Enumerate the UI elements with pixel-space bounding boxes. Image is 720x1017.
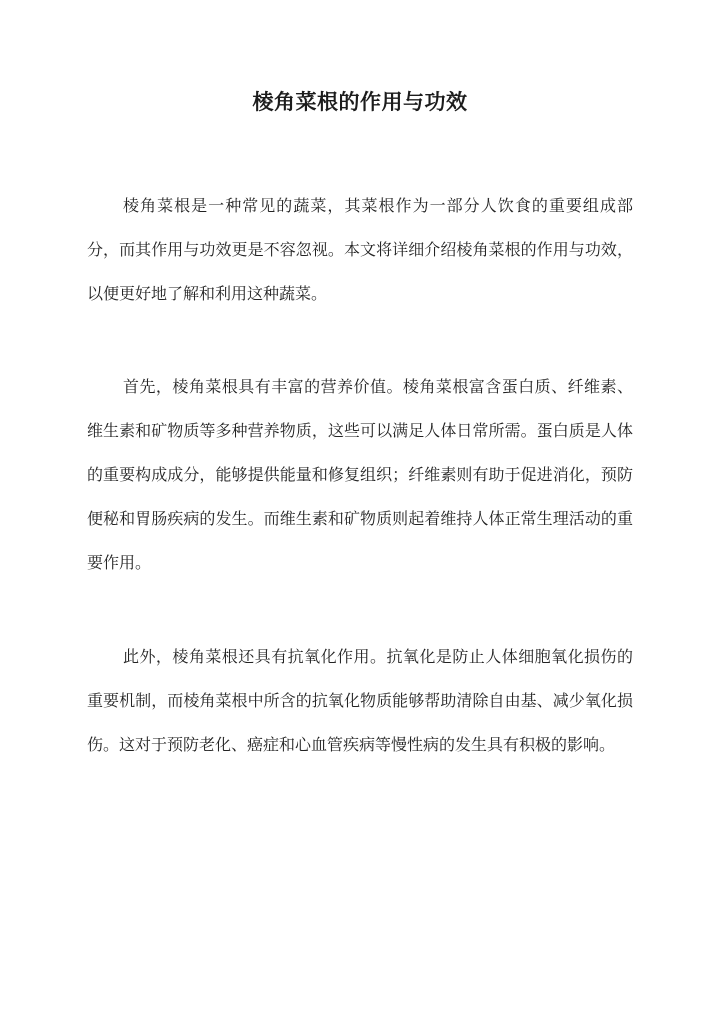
document-title: 棱角菜根的作用与功效 <box>252 89 468 114</box>
paragraph-antioxidant: 此外，棱角菜根还具有抗氧化作用。抗氧化是防止人体细胞氧化损伤的重要机制，而棱角菜根中所含的抗氧化物质能够帮助清除自由基、减少氧化损伤。这对于预防老化、癌症和心血管疾病等慢性病的发生具有积极的影响。 <box>87 647 633 754</box>
paragraph-nutrition: 首先，棱角菜根具有丰富的营养价值。棱角菜根富含蛋白质、纤维素、维生素和矿物质等多种营养物质，这些可以满足人体日常所需。蛋白质是人体的重要构成成分，能够提供能量和修复组织；纤维素则有助于促进消化，预防便秘和胃肠疾病的发生。而维生素和矿物质则起着维持人体正常生理活动的重要作用。 <box>87 377 633 572</box>
paragraph-intro: 棱角菜根是一种常见的蔬菜，其菜根作为一部分人饮食的重要组成部分，而其作用与功效更是不容忽视。本文将详细介绍棱角菜根的作用与功效，以便更好地了解和利用这种蔬菜。 <box>87 196 633 303</box>
